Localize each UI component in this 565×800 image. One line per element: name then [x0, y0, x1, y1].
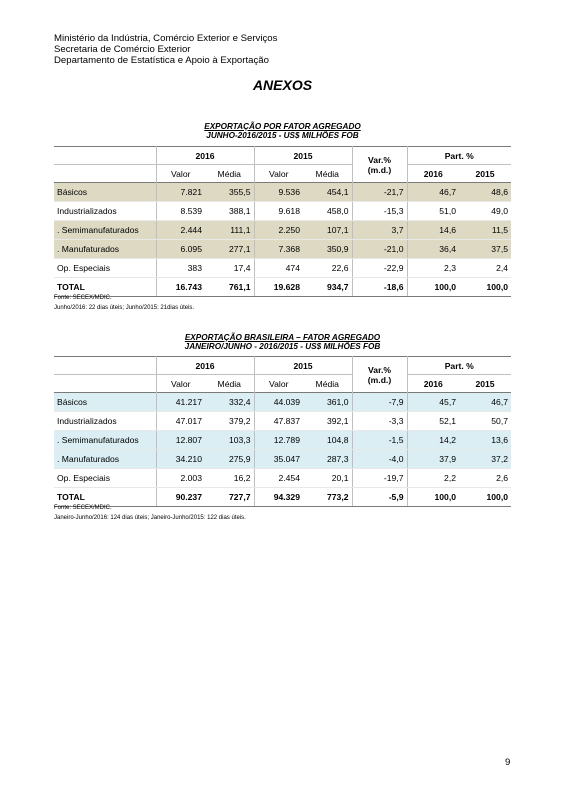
- cell-valor-2015: 7.368: [254, 240, 303, 259]
- cell-part-2016: 2,2: [407, 469, 459, 488]
- table-row: [54, 240, 511, 259]
- cell-valor-2016: 8.539: [156, 202, 205, 221]
- table2-subcol-part-2015: 2015: [475, 378, 495, 389]
- table1-subcol-part-2016: 2016: [407, 165, 459, 183]
- table-row: [54, 202, 511, 221]
- cell-valor-2016: 2.444: [156, 221, 205, 240]
- cell-valor-2016: 47.017: [156, 412, 205, 431]
- cell-valor-2015: 9.618: [254, 202, 303, 221]
- cell-valor-2015: 94.329: [254, 488, 303, 507]
- cell-media-2015: 361,0: [303, 393, 352, 412]
- cell-media-2015: 454,1: [303, 183, 352, 202]
- cell-valor-2015: 474: [254, 259, 303, 278]
- cell-media-2015: 104,8: [303, 431, 352, 450]
- table1-source: Fonte: SECEX/MDIC.: [54, 295, 112, 301]
- cell-media-2016: 17,4: [205, 259, 254, 278]
- table1-title-line2: JUNHO-2016/2015 - US$ MILHÕES FOB: [206, 131, 359, 141]
- table1-col-var: [352, 147, 407, 183]
- cell-valor-2016: 2.003: [156, 469, 205, 488]
- cell-var: -21,0: [352, 240, 407, 259]
- cell-media-2016: 103,3: [205, 431, 254, 450]
- cell-media-2015: 773,2: [303, 488, 352, 507]
- table2-md-label: (m.d.): [367, 374, 392, 385]
- cell-media-2015: 20,1: [303, 469, 352, 488]
- cell-valor-2016: 7.821: [156, 183, 205, 202]
- cell-media-2016: 355,5: [205, 183, 254, 202]
- table2-title-line1: EXPORTAÇÃO BRASILEIRA – FATOR AGREGADO: [184, 333, 381, 342]
- table1-title-line1: EXPORTAÇÃO POR FATOR AGREGADO: [204, 122, 361, 131]
- table1-col-part: Part. %: [407, 147, 511, 165]
- cell-part-2016: 51,0: [407, 202, 459, 221]
- cell-valor-2015: 35.047: [254, 450, 303, 469]
- cell-part-2015: 100,0: [459, 278, 511, 297]
- cell-media-2016: 379,2: [205, 412, 254, 431]
- row-label: . Manufaturados: [54, 240, 156, 259]
- table-row: [54, 183, 511, 202]
- cell-part-2016: 14,6: [407, 221, 459, 240]
- table1-corner: [54, 147, 156, 165]
- table1-subcol-valor-2015: Valor: [254, 165, 303, 183]
- table-row: [54, 431, 511, 450]
- table1-notes: [54, 294, 194, 312]
- table1-title: [54, 122, 511, 141]
- table2-title-line2: JANEIRO/JUNHO - 2016/2015 - US$ MILHÕES FOB: [184, 342, 381, 352]
- table1-subcol-media-2016: Média: [217, 168, 241, 179]
- department-name: Departamento de Estatística e Apoio à Exportação: [54, 55, 269, 67]
- table2-workdays: Janeiro-Junho/2016: 124 dias úteis; Janeiro-Junho/2015: 122 dias úteis.: [54, 515, 246, 521]
- cell-media-2016: 727,7: [205, 488, 254, 507]
- table2-subcol-media-2016: Média: [217, 378, 241, 389]
- cell-var: -18,6: [352, 278, 407, 297]
- cell-media-2015: 22,6: [303, 259, 352, 278]
- cell-valor-2015: 12.789: [254, 431, 303, 450]
- table-row: [54, 221, 511, 240]
- cell-var: -3,3: [352, 412, 407, 431]
- cell-valor-2016: 16.743: [156, 278, 205, 297]
- cell-part-2016: 2,3: [407, 259, 459, 278]
- table2-subcol-valor-2016: Valor: [156, 375, 205, 393]
- table2-source: Fonte: SECEX/MDIC.: [54, 505, 112, 511]
- table2-col-2016: 2016: [156, 357, 254, 375]
- table2-col-var: [352, 357, 407, 393]
- row-label: . Semimanufaturados: [54, 431, 156, 450]
- cell-valor-2015: 2.250: [254, 221, 303, 240]
- cell-part-2016: 14,2: [407, 431, 459, 450]
- row-label: Industrializados: [54, 412, 156, 431]
- cell-media-2015: 392,1: [303, 412, 352, 431]
- ministry-header: [54, 33, 277, 67]
- row-label: TOTAL: [54, 278, 156, 297]
- table-row: [54, 259, 511, 278]
- table1-export-by-aggregate-factor: [54, 146, 511, 297]
- table-row: [54, 412, 511, 431]
- ministry-name: Ministério da Indústria, Comércio Exterior e Serviços: [54, 33, 278, 44]
- cell-part-2015: 37,2: [459, 450, 511, 469]
- cell-valor-2016: 34.210: [156, 450, 205, 469]
- cell-media-2015: 458,0: [303, 202, 352, 221]
- table1-subcol-media-2015: Média: [315, 168, 339, 179]
- table2-title: [54, 333, 511, 352]
- cell-media-2016: 332,4: [205, 393, 254, 412]
- cell-valor-2016: 383: [156, 259, 205, 278]
- cell-var: -22,9: [352, 259, 407, 278]
- table2-subcol-media-2015: Média: [315, 378, 339, 389]
- cell-part-2016: 36,4: [407, 240, 459, 259]
- cell-part-2016: 37,9: [407, 450, 459, 469]
- cell-media-2016: 111,1: [205, 221, 254, 240]
- cell-part-2016: 45,7: [407, 393, 459, 412]
- cell-media-2015: 287,3: [303, 450, 352, 469]
- cell-part-2016: 100,0: [407, 488, 459, 507]
- table2-subcol-valor-2015: Valor: [254, 375, 303, 393]
- cell-media-2016: 275,9: [205, 450, 254, 469]
- cell-valor-2015: 47.837: [254, 412, 303, 431]
- cell-valor-2015: 19.628: [254, 278, 303, 297]
- table1-var-label: Var.%: [368, 154, 391, 165]
- table1-col-2015: 2015: [254, 147, 352, 165]
- cell-media-2016: 761,1: [205, 278, 254, 297]
- cell-part-2015: 11,5: [459, 221, 511, 240]
- table1-md-label: (m.d.): [367, 164, 392, 175]
- table-row: [54, 469, 511, 488]
- table2-corner: [54, 357, 156, 375]
- row-label: . Manufaturados: [54, 450, 156, 469]
- table2-col-part: Part. %: [407, 357, 511, 375]
- cell-valor-2015: 2.454: [254, 469, 303, 488]
- cell-var: -5,9: [352, 488, 407, 507]
- table-row: [54, 393, 511, 412]
- cell-part-2016: 46,7: [407, 183, 459, 202]
- row-label: Op. Especiais: [54, 259, 156, 278]
- secretariat-name: Secretaria de Comércio Exterior: [54, 44, 191, 56]
- cell-media-2015: 934,7: [303, 278, 352, 297]
- row-label: Básicos: [54, 393, 156, 412]
- cell-valor-2016: 41.217: [156, 393, 205, 412]
- cell-valor-2016: 90.237: [156, 488, 205, 507]
- cell-valor-2016: 6.095: [156, 240, 205, 259]
- cell-part-2015: 50,7: [459, 412, 511, 431]
- table2-subcol-part-2016: 2016: [407, 375, 459, 393]
- cell-var: -4,0: [352, 450, 407, 469]
- row-label: Op. Especiais: [54, 469, 156, 488]
- cell-media-2016: 388,1: [205, 202, 254, 221]
- cell-var: -15,3: [352, 202, 407, 221]
- cell-part-2015: 13,6: [459, 431, 511, 450]
- cell-part-2015: 46,7: [459, 393, 511, 412]
- table2-col-2015: 2015: [254, 357, 352, 375]
- row-label: . Semimanufaturados: [54, 221, 156, 240]
- table-row: [54, 450, 511, 469]
- cell-valor-2016: 12.807: [156, 431, 205, 450]
- cell-var: -7,9: [352, 393, 407, 412]
- table1-subcol-part-2015: 2015: [475, 168, 495, 179]
- table2-notes: [54, 504, 246, 522]
- cell-part-2015: 49,0: [459, 202, 511, 221]
- cell-part-2016: 100,0: [407, 278, 459, 297]
- row-label: Básicos: [54, 183, 156, 202]
- cell-part-2015: 100,0: [459, 488, 511, 507]
- cell-part-2016: 52,1: [407, 412, 459, 431]
- cell-valor-2015: 44.039: [254, 393, 303, 412]
- cell-part-2015: 37,5: [459, 240, 511, 259]
- cell-media-2015: 350,9: [303, 240, 352, 259]
- page-number: 9: [505, 757, 511, 768]
- cell-var: -19,7: [352, 469, 407, 488]
- cell-part-2015: 2,4: [459, 259, 511, 278]
- cell-var: 3,7: [352, 221, 407, 240]
- cell-media-2016: 277,1: [205, 240, 254, 259]
- cell-var: -1,5: [352, 431, 407, 450]
- cell-valor-2015: 9.536: [254, 183, 303, 202]
- cell-part-2015: 48,6: [459, 183, 511, 202]
- table2-var-label: Var.%: [368, 364, 391, 375]
- table1-workdays: Junho/2016: 22 dias úteis; Junho/2015: 21dias úteis.: [54, 305, 195, 311]
- table2-brazilian-export-aggregate-factor: [54, 356, 511, 507]
- row-label: TOTAL: [54, 488, 156, 507]
- cell-part-2015: 2,6: [459, 469, 511, 488]
- cell-var: -21,7: [352, 183, 407, 202]
- annex-title: ANEXOS: [252, 77, 313, 93]
- table1-subcol-valor-2016: Valor: [156, 165, 205, 183]
- cell-media-2016: 16,2: [205, 469, 254, 488]
- row-label: Industrializados: [54, 202, 156, 221]
- cell-media-2015: 107,1: [303, 221, 352, 240]
- table1-col-2016: 2016: [156, 147, 254, 165]
